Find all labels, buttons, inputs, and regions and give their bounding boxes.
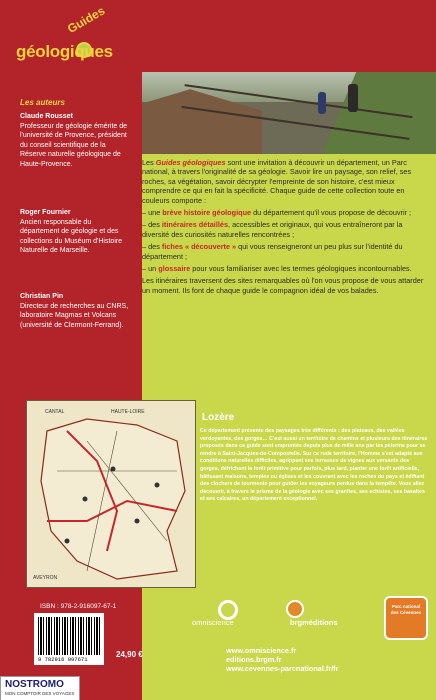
link-cevennes[interactable]: www.cevennes-parcnational.fr/fr bbox=[226, 664, 339, 673]
logo-word: géologiques bbox=[16, 42, 113, 61]
lozere-description: Ce département présente des paysages très différents : des plateaux, des vallées verdoyantes, des gorges… C'est aussi un territoire de chemins et plusieurs des itinéraires proposés dans ce guide sont empruntés depuis plus de mille ans par les pèlerins pour se rendre à Saint-Jacques-de-Compostelle. Sur ce rude territoire, l'Homme s'est adapté aux conditions naturelles difficiles, agrippant ses terrasses de vignes aux versants des gorges, défrichant la forêt primitive pour parfois, plus tard, planter une forêt artificielle, bâtissant maisons, temples ou églises et les couvrant avec les roches du pays et édifiant des clochers de tourmente pour guider les voyageurs perdus dans la tempête. Vous allez découvrir, à travers le prisme de la géologie avec ses granites, ses schistes, ses basaltes et ses calcaires, un département exceptionnel. bbox=[200, 428, 428, 503]
brgm-logo: brgméditions bbox=[290, 618, 338, 627]
parc-national-badge: Parc national des Cévennes bbox=[384, 596, 428, 640]
map-label-cantal: CANTAL bbox=[45, 409, 65, 415]
shop-sticker: NOSTROMO MON COMPTOIR DES VOYAGES bbox=[0, 676, 80, 700]
author-bio: Professeur de géologie émérite de l'université de Provence, président du conseil scientifique de la Réserve naturelle géologique de Haute-Provence. bbox=[20, 122, 128, 168]
author-1 bbox=[20, 112, 130, 169]
author-name: Claude Rousset bbox=[20, 113, 73, 120]
price: 24,90 € bbox=[116, 650, 143, 659]
map-label-aveyron: AVEYRON bbox=[33, 575, 58, 581]
cover-photo bbox=[142, 72, 436, 154]
brgm-icon bbox=[286, 600, 304, 618]
omniscience-logo: omniscience bbox=[192, 618, 234, 627]
map-label-haute-loire: HAUTE-LOIRE bbox=[111, 409, 145, 415]
series-logo bbox=[14, 3, 124, 72]
isbn: ISBN : 978-2-916097-67-1 bbox=[40, 603, 117, 610]
author-bio: Ancien responsable du département de géologie et des collections du Muséum d'Histoire Naturelle de Marseille. bbox=[20, 218, 123, 254]
author-name: Christian Pin bbox=[20, 293, 64, 300]
lozere-title: Lozère bbox=[202, 412, 235, 423]
intro-text: Les Guides géologiques sont une invitation à découvrir un département, un Parc national, à travers l'originalité de sa géologie. Savoir lire un paysage, son relief, ses roches, sa végétation, savoir décrypter l'empreinte de son histoire, c'est mieux comprendre ce qui en fait la spécificité. Chaque guide de cette collection toute en couleurs comporte : – une brève histoire géologique du département qu'il vous propose de découvrir ; – des itinéraires détaillés, accessibles et originaux, qui vous entraîneront par la diversité des curiosités naturelles rencontrées ; – des fiches « découverte » qui vous renseigneront un peu plus sur l'identité du département ; – un glossaire pour vous familiariser avec les termes géologiques incontournables. Les itinéraires traversent des sites remarquables où l'on vous propose de vous attarder un moment. Ils font de chaque guide le compagnon idéal de vos balades. bbox=[142, 158, 424, 295]
lozere-map bbox=[26, 400, 196, 588]
website-links bbox=[226, 646, 338, 673]
link-omniscience[interactable]: www.omniscience.fr bbox=[226, 646, 297, 655]
barcode-digits: 9 782916 097671 bbox=[38, 656, 88, 663]
logo-guides: Guides bbox=[65, 3, 108, 36]
barcode bbox=[34, 613, 104, 665]
author-3 bbox=[20, 292, 130, 330]
authors-heading: Les auteurs bbox=[20, 98, 65, 107]
author-name: Roger Fournier bbox=[20, 209, 71, 216]
link-brgm[interactable]: editions.brgm.fr bbox=[226, 655, 282, 664]
omniscience-icon bbox=[218, 600, 238, 620]
author-2 bbox=[20, 208, 130, 256]
author-bio: Directeur de recherches au CNRS, laboratoire Magmas et Volcans (université de Clermont-Ferrand). bbox=[20, 302, 129, 329]
